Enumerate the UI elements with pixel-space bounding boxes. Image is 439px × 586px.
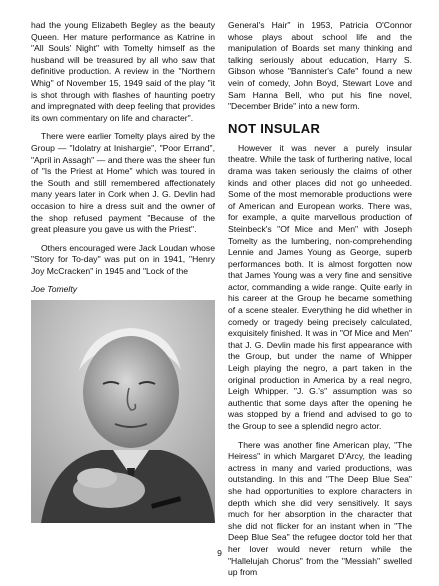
body-paragraph: had the young Elizabeth Begley as the beauty Queen. Her mature performance as Katrine in "All Souls' Night" with Tomelty himself as the husband will be treasured by all who saw that definitive production. A review in the "Northern Whig" of November 15, 1949 said of the play "it is shot through with flashes of haunting poetry and impregnated with deep feeling that provides its own commentary on life and character". <box>31 20 215 123</box>
portrait-photo <box>31 300 215 523</box>
photo-caption: Joe Tomelty <box>31 284 78 295</box>
body-paragraph: Others encouraged were Jack Loudan whose "Story for To-day" was put on in 1941, "Henry Joy McCracken" in 1945 and "Lock of the <box>31 242 215 276</box>
left-column <box>31 20 215 523</box>
right-column <box>228 20 412 586</box>
body-paragraph: General's Hair" in 1953, Patricia O'Connor whose plays about school life and the manipulation of Boards set many thinking and talking seriously about education, Harry S. Gibson whose "Bannister's Cafe" found a new vein of comedy, John Boyd, Stewart Love and Sam Hanna Bell, who put his fine novel, "December Bride" into a new form. <box>228 20 412 112</box>
body-paragraph: There was another fine American play, "The Heiress" in which Margaret D'Arcy, the leading actress in many and varied productions, was outstanding. In this and "The Deep Blue Sea" she had opportunities to explore characters in depth which she did very sensitively. It says much for her absorption in the character that she did not flicker for an instant when in "The Deep Blue Sea" the refugee doctor told her that her lover would never return while the "Hallelujah Chorus" from the "Messiah" swelled up from <box>228 439 412 578</box>
body-paragraph: There were earlier Tomelty plays aired by the Group — "Idolatry at Inishargie", "Poor Errand", "April in Assagh" — and there was the sheer fun of "Is the Priest at Home" which was toured in the South and still remembered affectionately many years later in Cork when J. G. Devlin had occasion to hire a dress suit and the owner of the shop refused payment "Because of the great pleasure you gave us with the Priest". <box>31 131 215 235</box>
page-number: 9 <box>217 548 222 558</box>
body-paragraph: However it was never a purely insular theatre. While the task of furthering native, local drama was taken seriously the claims of other kinds and other places did not go unheeded. Some of the most memorable productions were of American and European works. There was, for example, a quite marvellous production of Steinbeck's "Of Mice and Men" with Joseph Tomelty as the lumbering, non-comprehending Lennie and James Young as George, superb performances both. It is almost forgotten now that James Young was a very fine and sensitive actor, commanding a wide range. Quite early in his career at the Group he became something of a scene stealer. Everything he did whether in comedy or tragedy being precisely calculated, exquisitely finished. It was in "Of Mice and Men" that J. G. Devlin made his first appearance with the Group, but under the name of Whipper Leigh playing the negro, a part taken in the original production in America by a real negro, Leigh Whipper. "J. G.'s" assumption was so authentic that some days after the opening he was stopped by a friend and advised to go to the Group to see a splendid negro actor. <box>228 142 412 431</box>
section-heading: NOT INSULAR <box>228 120 321 136</box>
